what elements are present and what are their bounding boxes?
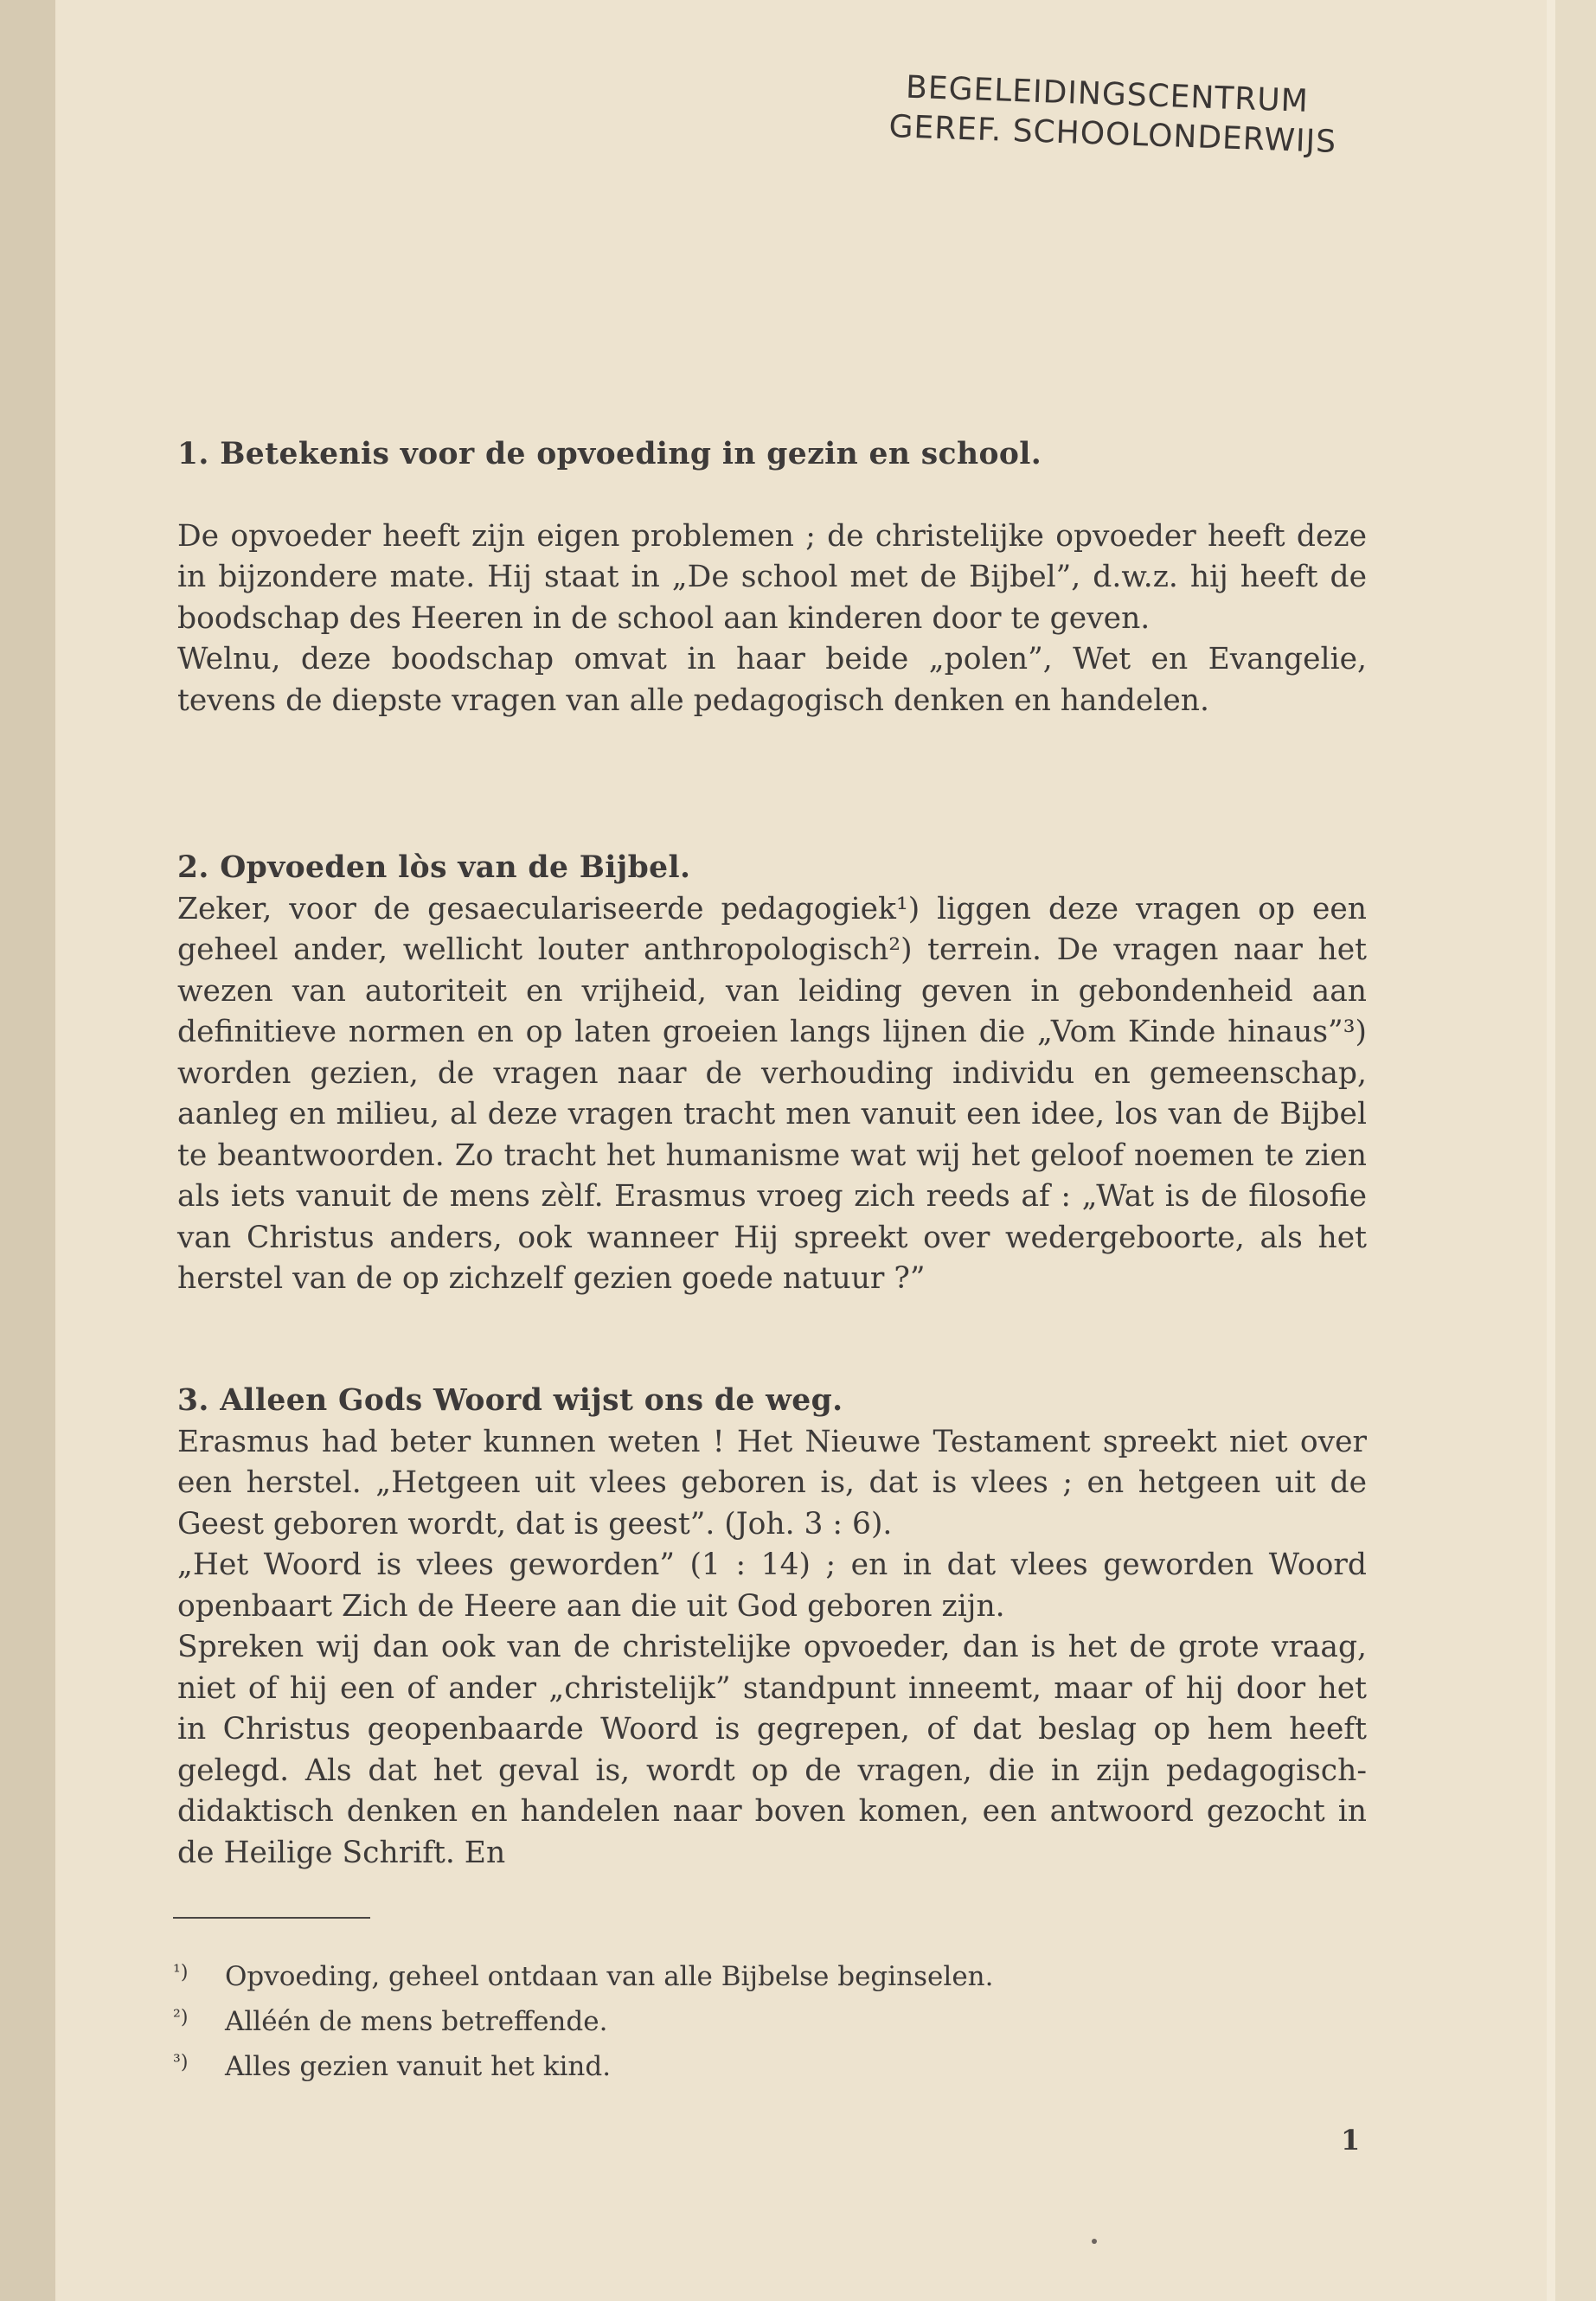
page-number: 1 bbox=[1341, 2124, 1361, 2157]
paragraph: De opvoeder heeft zijn eigen problemen ; de christelijke opvoeder heeft deze in bijzondere mate. Hij staat in „De school met de Bijbel”, d.w.z. hij heeft de boodschap des Heeren in de school aan kinderen door te geven. bbox=[177, 518, 1367, 636]
footnote-divider bbox=[173, 1917, 370, 1919]
footnote-2 bbox=[173, 1997, 1298, 2042]
stamp-line-2: GEREF. SCHOOLONDERWIJS bbox=[888, 108, 1337, 161]
footnote-text: Opvoeding, geheel ontdaan van alle Bijbelse beginselen. bbox=[225, 1961, 994, 1992]
stamp-line-1: BEGELEIDINGSCENTRUM bbox=[905, 69, 1310, 119]
paper-speck bbox=[1092, 2239, 1097, 2244]
footnote-mark: ³) bbox=[173, 2052, 189, 2073]
footnote-text: Alléén de mens betreffende. bbox=[225, 2006, 608, 2037]
paragraph: Zeker, voor de gesaeculariseerde pedagogiek¹) liggen deze vragen op een geheel ander, wellicht louter anthropologisch²) terrein. De vragen naar het wezen van autoriteit en vrijheid, van leiding geven in gebondenheid aan definitieve normen en op laten groeien langs lijnen die „Vom Kinde hinaus”³) worden gezien, de vragen naar de verhouding individu en gemeenschap, aanleg en milieu, al deze vragen tracht men vanuit een idee, los van de Bijbel te beantwoorden. Zo tracht het humanisme wat wij het geloof noemen te zien als iets vanuit de mens zèlf. Erasmus vroeg zich reeds af : „Wat is de filosofie van Christus anders, ook wanneer Hij spreekt over wedergeboorte, als het herstel van de op zichzelf gezien goede natuur ?” bbox=[177, 891, 1367, 1296]
footnote-text: Alles gezien vanuit het kind. bbox=[225, 2051, 612, 2082]
section-heading: 2. Opvoeden lòs van de Bijbel. bbox=[177, 850, 691, 885]
paragraph: Spreken wij dan ook van de christelijke opvoeder, dan is het de grote vraag, niet of hij een of ander „christelijk” standpunt inneemt, maar of hij door het in Christus geopenbaarde Woord is gegrepen, of dat beslag op hem heeft gelegd. Als dat het geval is, wordt op de vragen, die in zijn pedagogisch-didaktisch denken en handelen naar boven komen, een antwoord gezocht in de Heilige Schrift. En bbox=[177, 1630, 1367, 1870]
page-right-edge bbox=[1547, 0, 1596, 2301]
footnote-3 bbox=[173, 2042, 1298, 2087]
footnote-mark: ²) bbox=[173, 2007, 189, 2029]
footnote-1 bbox=[173, 1952, 1298, 1997]
section-1 bbox=[177, 434, 1367, 721]
section-3 bbox=[177, 1381, 1367, 1874]
page-left-margin bbox=[0, 0, 55, 2301]
paragraph: Welnu, deze boodschap omvat in haar beide „polen”, Wet en Evangelie, tevens de diepste vragen van alle pedagogisch denken en handelen. bbox=[177, 642, 1367, 718]
paragraph: „Het Woord is vlees geworden” (1 : 14) ; en in dat vlees geworden Woord openbaart Zich de Heere aan die uit God geboren zijn. bbox=[177, 1548, 1367, 1624]
paragraph: Erasmus had beter kunnen weten ! Het Nieuwe Testament spreekt niet over een herstel. „Hetgeen uit vlees geboren is, dat is vlees ; en hetgeen uit de Geest geboren wordt, dat is geest”. (Joh. 3 : 6). bbox=[177, 1424, 1367, 1541]
footnote-mark: ¹) bbox=[173, 1962, 189, 1984]
section-heading: 1. Betekenis voor de opvoeding in gezin en school. bbox=[177, 437, 1042, 471]
footnotes bbox=[173, 1952, 1298, 2087]
section-heading: 3. Alleen Gods Woord wijst ons de weg. bbox=[177, 1383, 843, 1418]
section-2 bbox=[177, 848, 1367, 1300]
